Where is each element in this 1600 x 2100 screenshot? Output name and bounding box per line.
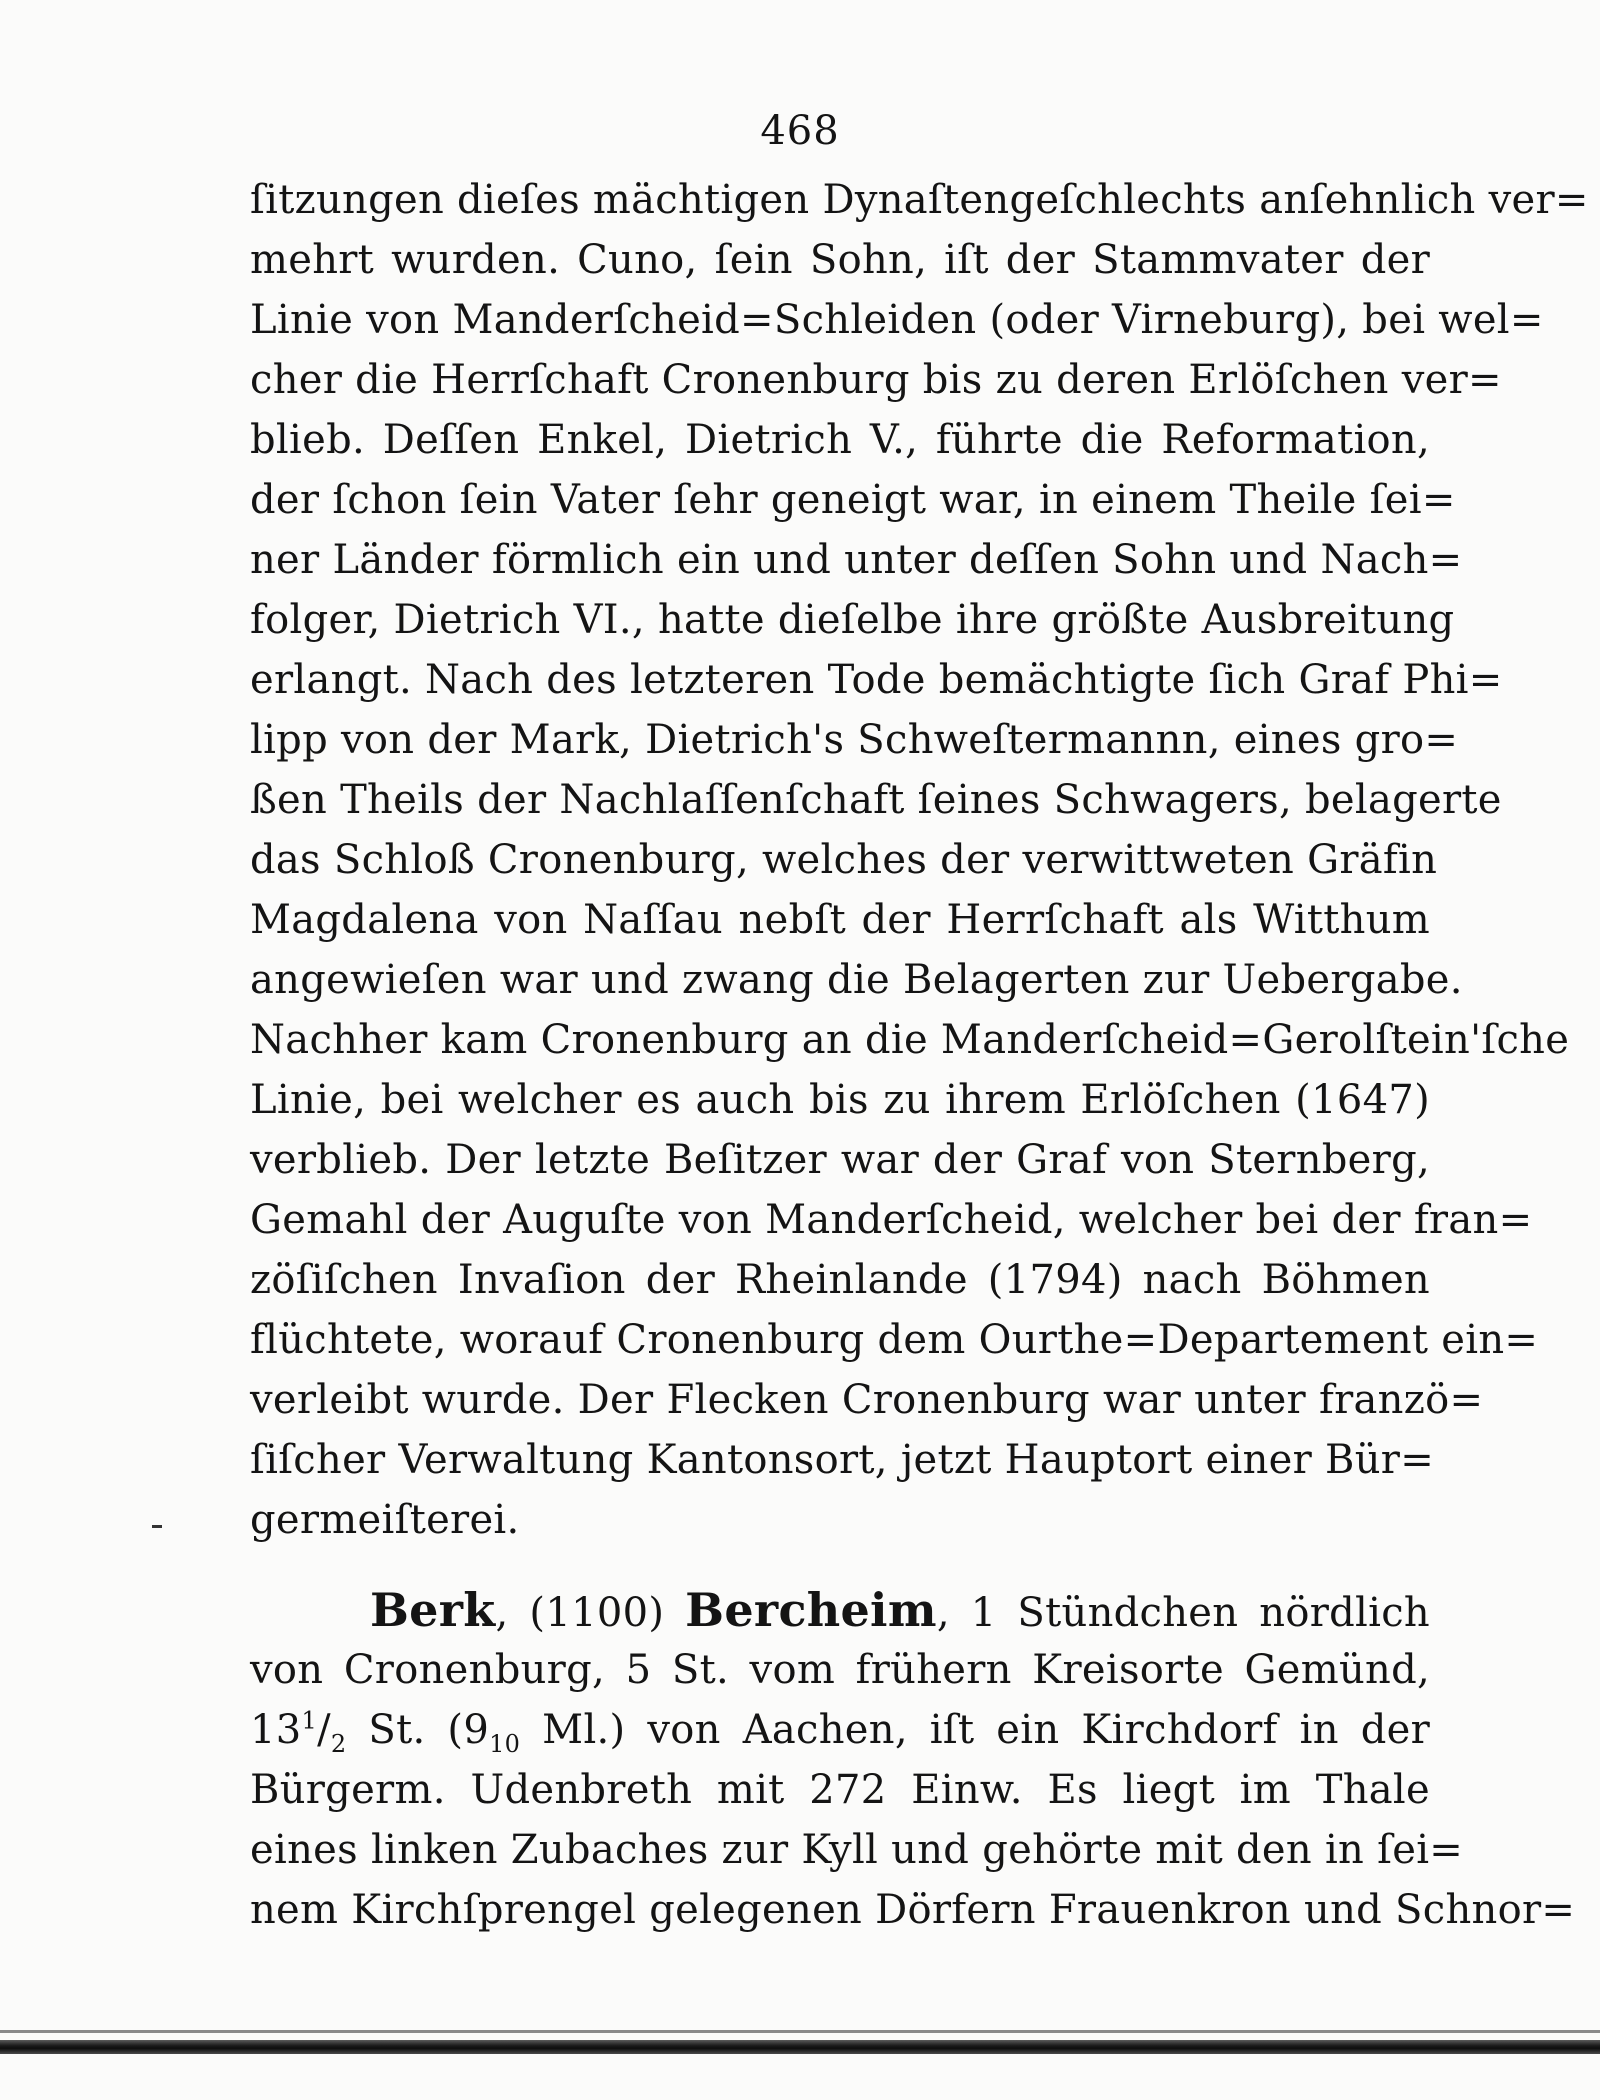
- text-line: germeiſterei.: [250, 1497, 520, 1543]
- text-line: erlangt. Nach des letzteren Tode bemächtigte ſich Graf Phi=: [250, 657, 1503, 703]
- text-line: nem Kirchſprengel gelegenen Dörfern Frauenkron und Schnor=: [250, 1887, 1576, 1933]
- text-line: lipp von der Mark, Dietrich's Schweſtermannn, eines gro=: [250, 717, 1459, 763]
- page-number: 468: [760, 108, 840, 154]
- text-line: ſiſcher Verwaltung Kantonsort, jetzt Hauptort einer Bür=: [250, 1437, 1435, 1483]
- text-line: ßen Theils der Nachlaſſenſchaft ſeines Schwagers, belagerte: [250, 777, 1502, 823]
- entry-line-rest: , 1 Stündchen nördlich: [936, 1590, 1430, 1636]
- margin-mark: [152, 1525, 162, 1528]
- text-line: Linie von Manderſcheid=Schleiden (oder Virneburg), bei wel=: [250, 297, 1544, 343]
- text-line: eines linken Zubaches zur Kyll und gehörte mit den in ſei=: [250, 1827, 1464, 1873]
- text-line: Bürgerm. Udenbreth mit 272 Einw. Es liegt im Thale: [250, 1767, 1430, 1813]
- text-line: folger, Dietrich VI., hatte dieſelbe ihre größte Ausbreitung: [250, 597, 1455, 643]
- text-line: verleibt wurde. Der Flecken Cronenburg war unter franzö=: [250, 1377, 1484, 1423]
- text-line: Linie, bei welcher es auch bis zu ihrem Erlöſchen (1647): [250, 1077, 1430, 1123]
- text-line: Magdalena von Naſſau nebſt der Herrſchaft als Witthum: [250, 897, 1430, 943]
- entry-alt-headword: Bercheim: [685, 1583, 937, 1637]
- entry-headword: Berk: [370, 1583, 496, 1637]
- text-line: angewieſen war und zwang die Belagerten zur Uebergabe.: [250, 957, 1463, 1003]
- text-line: Nachher kam Cronenburg an die Manderſcheid=Gerolſtein'ſche: [250, 1017, 1570, 1063]
- entry-heading-line: [250, 1580, 1430, 1640]
- bottom-rule-thin: [0, 2030, 1600, 2033]
- text-line: ſitzungen dieſes mächtigen Dynaſtengeſchlechts anſehnlich ver=: [250, 177, 1589, 223]
- text-line: das Schloß Cronenburg, welches der verwittweten Gräfin: [250, 837, 1438, 883]
- text-line: flüchtete, worauf Cronenburg dem Ourthe=Departement ein=: [250, 1317, 1539, 1363]
- text-line-fraction: $13^1/_2$ St. ($9_{10}$ Ml.) von Aachen, iſt ein Kirchdorf in der: [250, 1706, 1430, 1758]
- text-line: der ſchon ſein Vater ſehr geneigt war, in einem Theile ſei=: [250, 477, 1456, 523]
- text-line: verblieb. Der letzte Beſitzer war der Graf von Sternberg,: [250, 1137, 1430, 1183]
- text-line: von Cronenburg, 5 St. vom frühern Kreisorte Gemünd,: [250, 1647, 1430, 1693]
- text-line: cher die Herrſchaft Cronenburg bis zu deren Erlöſchen ver=: [250, 357, 1502, 403]
- text-line: ner Länder förmlich ein und unter deſſen Sohn und Nach=: [250, 537, 1463, 583]
- text-line: mehrt wurden. Cuno, ſein Sohn, iſt der Stammvater der: [250, 237, 1430, 283]
- body-text: [250, 170, 1589, 1940]
- bottom-scan-border: [0, 2040, 1600, 2054]
- text-line: Gemahl der Auguſte von Manderſcheid, welcher bei der fran=: [250, 1197, 1533, 1243]
- entry-separator: , (1100): [495, 1590, 686, 1636]
- text-line: zöſiſchen Invaſion der Rheinlande (1794) nach Böhmen: [250, 1257, 1430, 1303]
- text-line: blieb. Deſſen Enkel, Dietrich V., führte die Reformation,: [250, 417, 1430, 463]
